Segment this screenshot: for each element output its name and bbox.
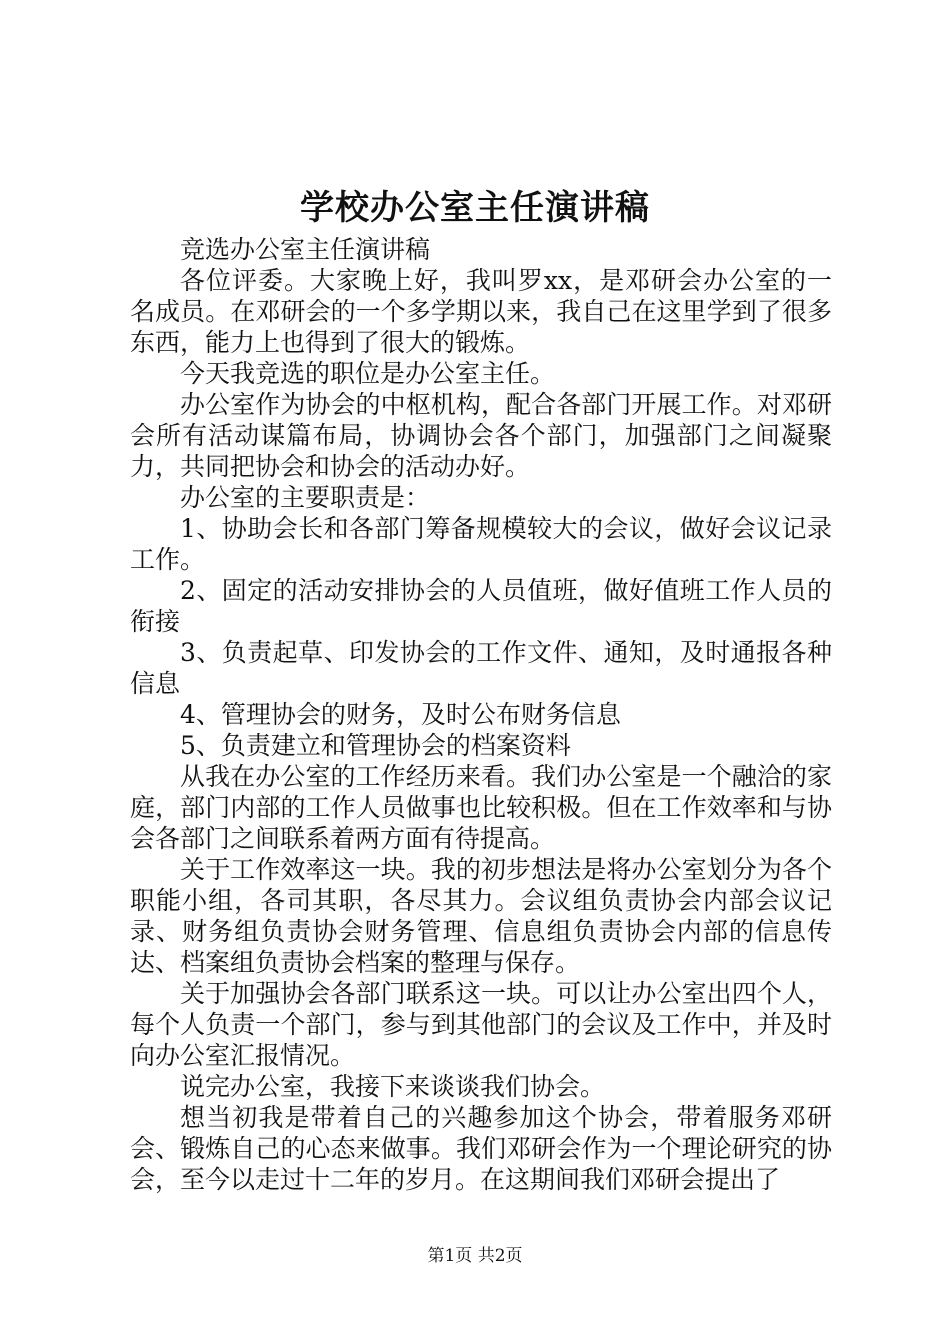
document-title: 学校办公室主任演讲稿 [300, 188, 650, 228]
paragraph: 各位评委。大家晚上好，我叫罗xx，是邓研会办公室的一名成员。在邓研会的一个多学期以来，我自己在这里学到了很多东西，能力上也得到了很大的锻炼。 [130, 266, 832, 357]
paragraph: 办公室作为协会的中枢机构，配合各部门开展工作。对邓研会所有活动谋篇布局，协调协会各个部门，加强部门之间凝聚力，共同把协会和协会的活动办好。 [130, 390, 832, 481]
list-item: 4、管理协会的财务，及时公布财务信息 [180, 700, 621, 729]
paragraph: 关于工作效率这一块。我的初步想法是将办公室划分为各个职能小组，各司其职，各尽其力。会议组负责协会内部会议记录、财务组负责协会财务管理、信息组负责协会内部的信息传达、档案组负责协会档案的整理与保存。 [130, 855, 832, 977]
paragraph: 想当初我是带着自己的兴趣参加这个协会，带着服务邓研会、锻炼自己的心态来做事。我们邓研会作为一个理论研究的协会，至今以走过十二年的岁月。在这期间我们邓研会提出了 [130, 1103, 832, 1194]
paragraph: 说完办公室，我接下来谈谈我们协会。 [180, 1072, 606, 1101]
list-item: 1、协助会长和各部门筹备规模较大的会议，做好会议记录工作。 [130, 514, 832, 574]
paragraph: 今天我竞选的职位是办公室主任。 [180, 359, 556, 388]
list-item: 2、固定的活动安排协会的人员值班，做好值班工作人员的衔接 [130, 576, 832, 636]
document-body [130, 234, 832, 1195]
paragraph: 从我在办公室的工作经历来看。我们办公室是一个融洽的家庭，部门内部的工作人员做事也比较积极。但在工作效率和与协会各部门之间联系着两方面有待提高。 [130, 762, 832, 853]
paragraph: 关于加强协会各部门联系这一块。可以让办公室出四个人，每个人负责一个部门，参与到其他部门的会议及工作中，并及时向办公室汇报情况。 [130, 979, 832, 1070]
paragraph: 竞选办公室主任演讲稿 [180, 235, 431, 264]
list-item: 3、负责起草、印发协会的工作文件、通知，及时通报各种信息 [130, 638, 832, 698]
list-item: 5、负责建立和管理协会的档案资料 [180, 731, 571, 760]
page-footer: 第1页 共2页 [427, 1246, 523, 1266]
paragraph: 办公室的主要职责是： [180, 483, 431, 512]
